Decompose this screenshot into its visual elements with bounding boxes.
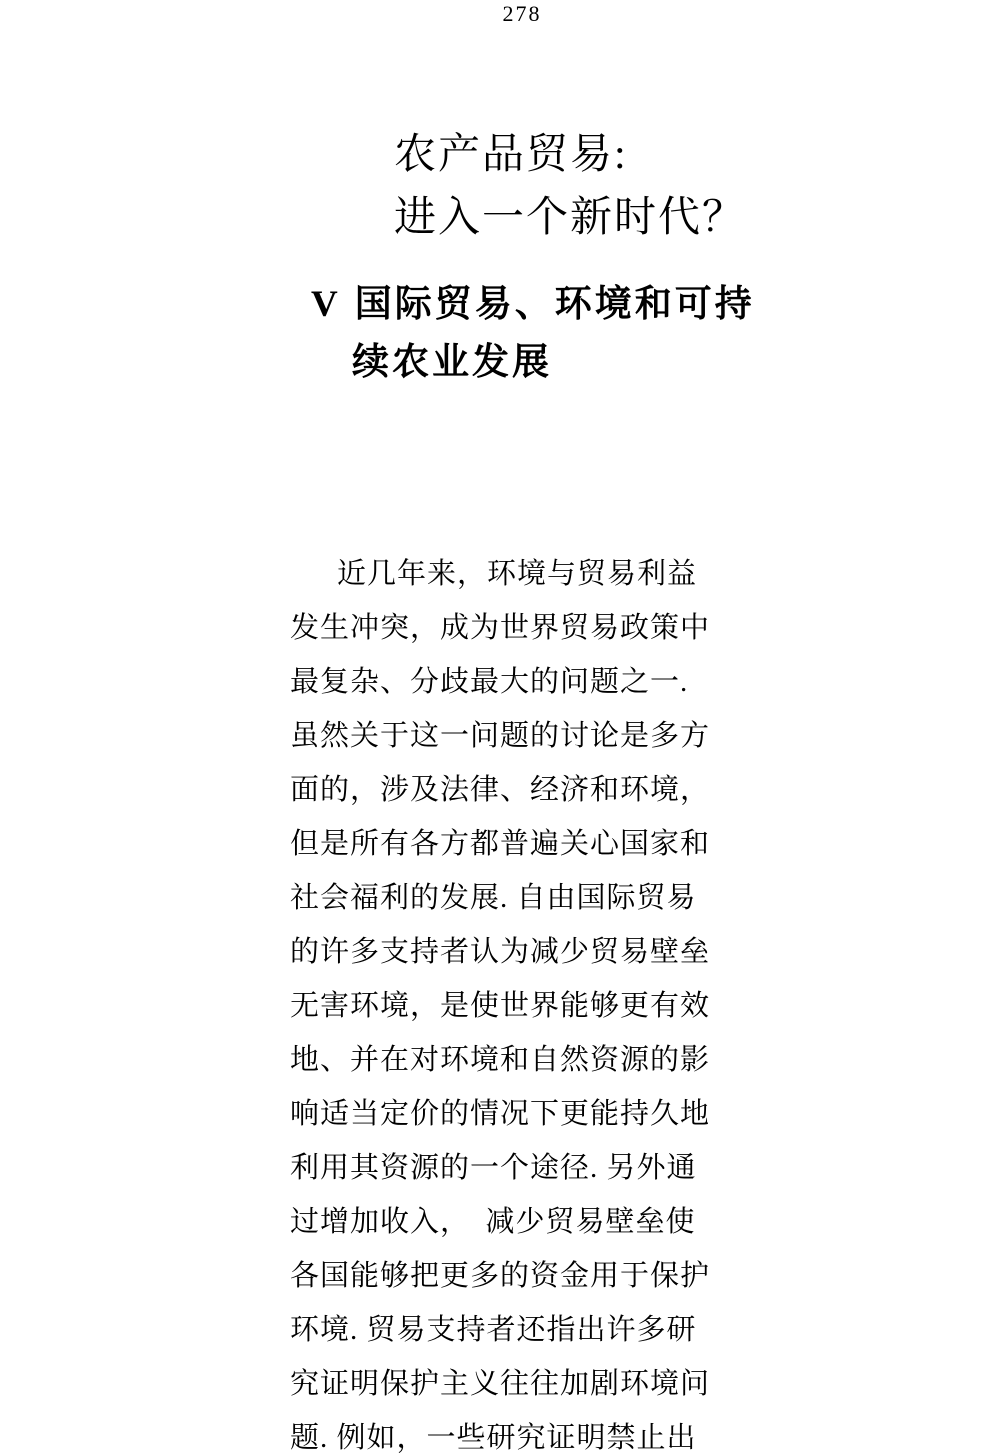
section-heading-text: 国际贸易、环境和可持 [354,284,755,325]
body-line: 究证明保护主义往往加剧环境问 [290,1368,711,1400]
body-line: 环境. 贸易支持者还指出许多研 [290,1314,697,1346]
body-line: 无害环境，是使世界能够更有效 [290,990,711,1022]
body-line: 面的，涉及法律、经济和环境， [290,774,711,806]
body-line: 发生冲突，成为世界贸易政策中 [290,612,711,644]
section-heading-line-1 [311,276,755,334]
body-line: 响适当定价的情况下更能持久地 [290,1098,711,1130]
body-line: 近几年来，环境与贸易利益 [337,558,698,590]
section-numeral: V [311,284,341,325]
title-line-2: 进入一个新时代？ [394,195,747,241]
body-line: 地、并在对环境和自然资源的影 [290,1044,711,1076]
body-line: 虽然关于这一问题的讨论是多方 [290,720,711,752]
body-paragraph [290,547,710,1454]
body-line: 社会福利的发展. 自由国际贸易 [290,882,697,914]
section-heading-line-2: 续农业发展 [352,342,552,383]
section-heading [311,276,755,392]
body-line: 的许多支持者认为减少贸易壁垒 [290,936,711,968]
body-line: 各国能够把更多的资金用于保护 [290,1260,711,1292]
title-line-1: 农产品贸易: [394,132,628,178]
body-line: 利用其资源的一个途径. 另外通 [290,1152,697,1184]
body-line: 过增加收入， 减少贸易壁垒使 [290,1206,696,1238]
body-line: 但是所有各方都普遍关心国家和 [290,828,711,860]
body-line: 最复杂、分歧最大的问题之一. [290,666,689,698]
document-title [394,124,746,250]
body-line: 题. 例如，一些研究证明禁止出 [290,1422,697,1454]
page-number: 278 [502,1,542,26]
